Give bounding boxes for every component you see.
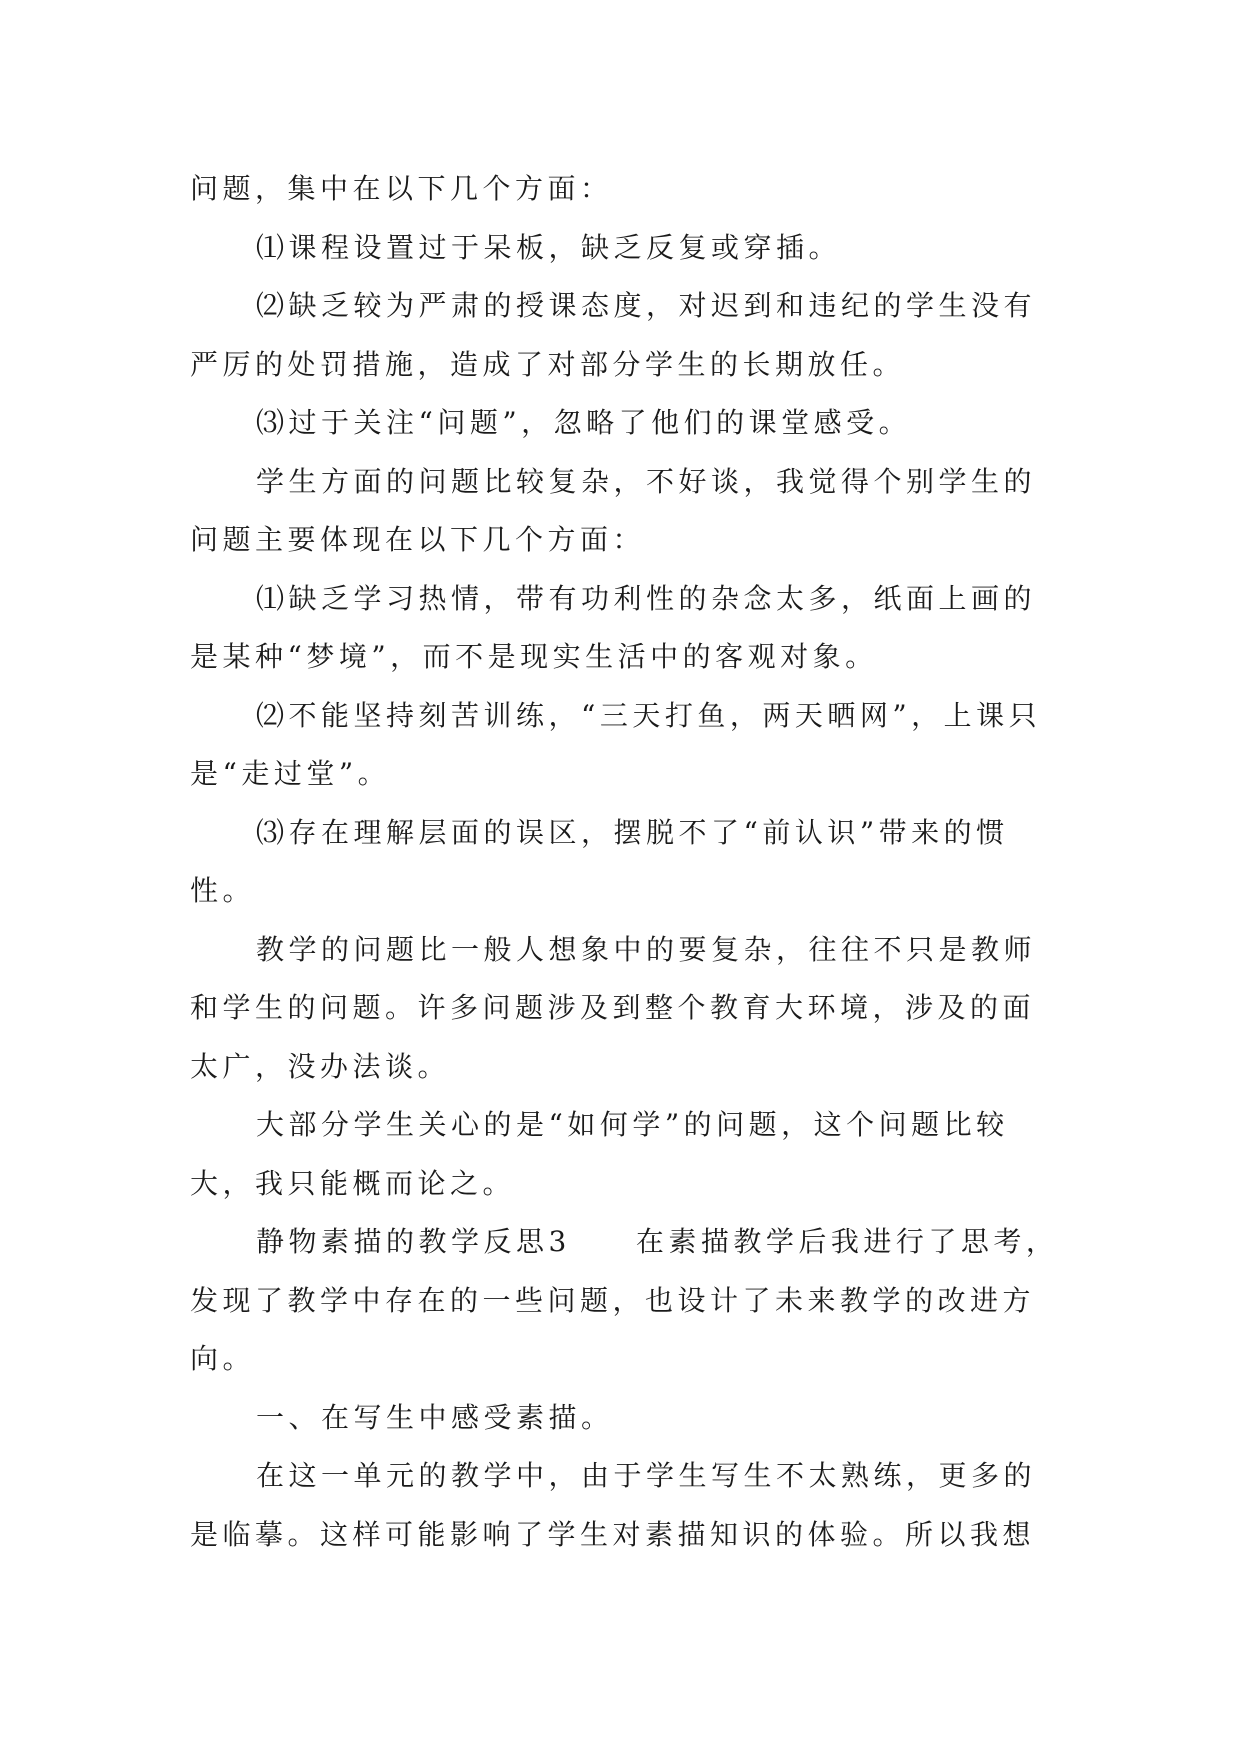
text-line: 大，我只能概而论之。 [190,1166,516,1200]
document-body [190,160,1059,1564]
text-line: 严厉的处罚措施，造成了对部分学生的长期放任。 [190,347,906,381]
text-line: ⑵缺乏较为严肃的授课态度，对迟到和违纪的学生没有 [256,289,1037,322]
text-line: ⑴课程设置过于呆板，缺乏反复或穿插。 [256,230,842,264]
text-line: ⑶存在理解层面的误区，摆脱不了“前认识”带来的惯 [256,815,1009,849]
text-line: 是“走过堂”。 [190,757,391,790]
text-line: 教学的问题比一般人想象中的要复杂，往往不只是教师 [256,932,1037,966]
text-line: 问题主要体现在以下几个方面： [190,523,646,556]
text-line: 向。 [190,1342,256,1375]
text-line: ⑴缺乏学习热情，带有功利性的杂念太多，纸面上画的 [256,581,1037,615]
text-line: 发现了教学中存在的一些问题，也设计了未来教学的改进方 [190,1283,1036,1317]
text-line: 性。 [190,874,256,907]
text-line: ⑶过于关注“问题”，忽略了他们的课堂感受。 [256,406,912,439]
text-line: 一、在写生中感受素描。 [256,1400,614,1434]
text-line: 是临摹。这样可能影响了学生对素描知识的体验。所以我想 [190,1517,1036,1551]
text-line: ⑵不能坚持刻苦训练，“三天打鱼，两天晒网”，上课只 [256,698,1042,732]
text-line: 静物素描的教学反思3 在素描教学后我进行了思考， [256,1225,1059,1258]
text-line: 太广，没办法谈。 [190,1049,451,1083]
text-line: 学生方面的问题比较复杂，不好谈，我觉得个别学生的 [256,464,1037,498]
text-line: 在这一单元的教学中，由于学生写生不太熟练，更多的 [256,1459,1037,1492]
text-line: 大部分学生关心的是“如何学”的问题，这个问题比较 [256,1108,1009,1141]
text-line: 和学生的问题。许多问题涉及到整个教育大环境，涉及的面 [190,991,1036,1024]
text-line: 问题，集中在以下几个方面： [190,172,613,205]
text-line: 是某种“梦境”，而不是现实生活中的客观对象。 [190,640,878,673]
